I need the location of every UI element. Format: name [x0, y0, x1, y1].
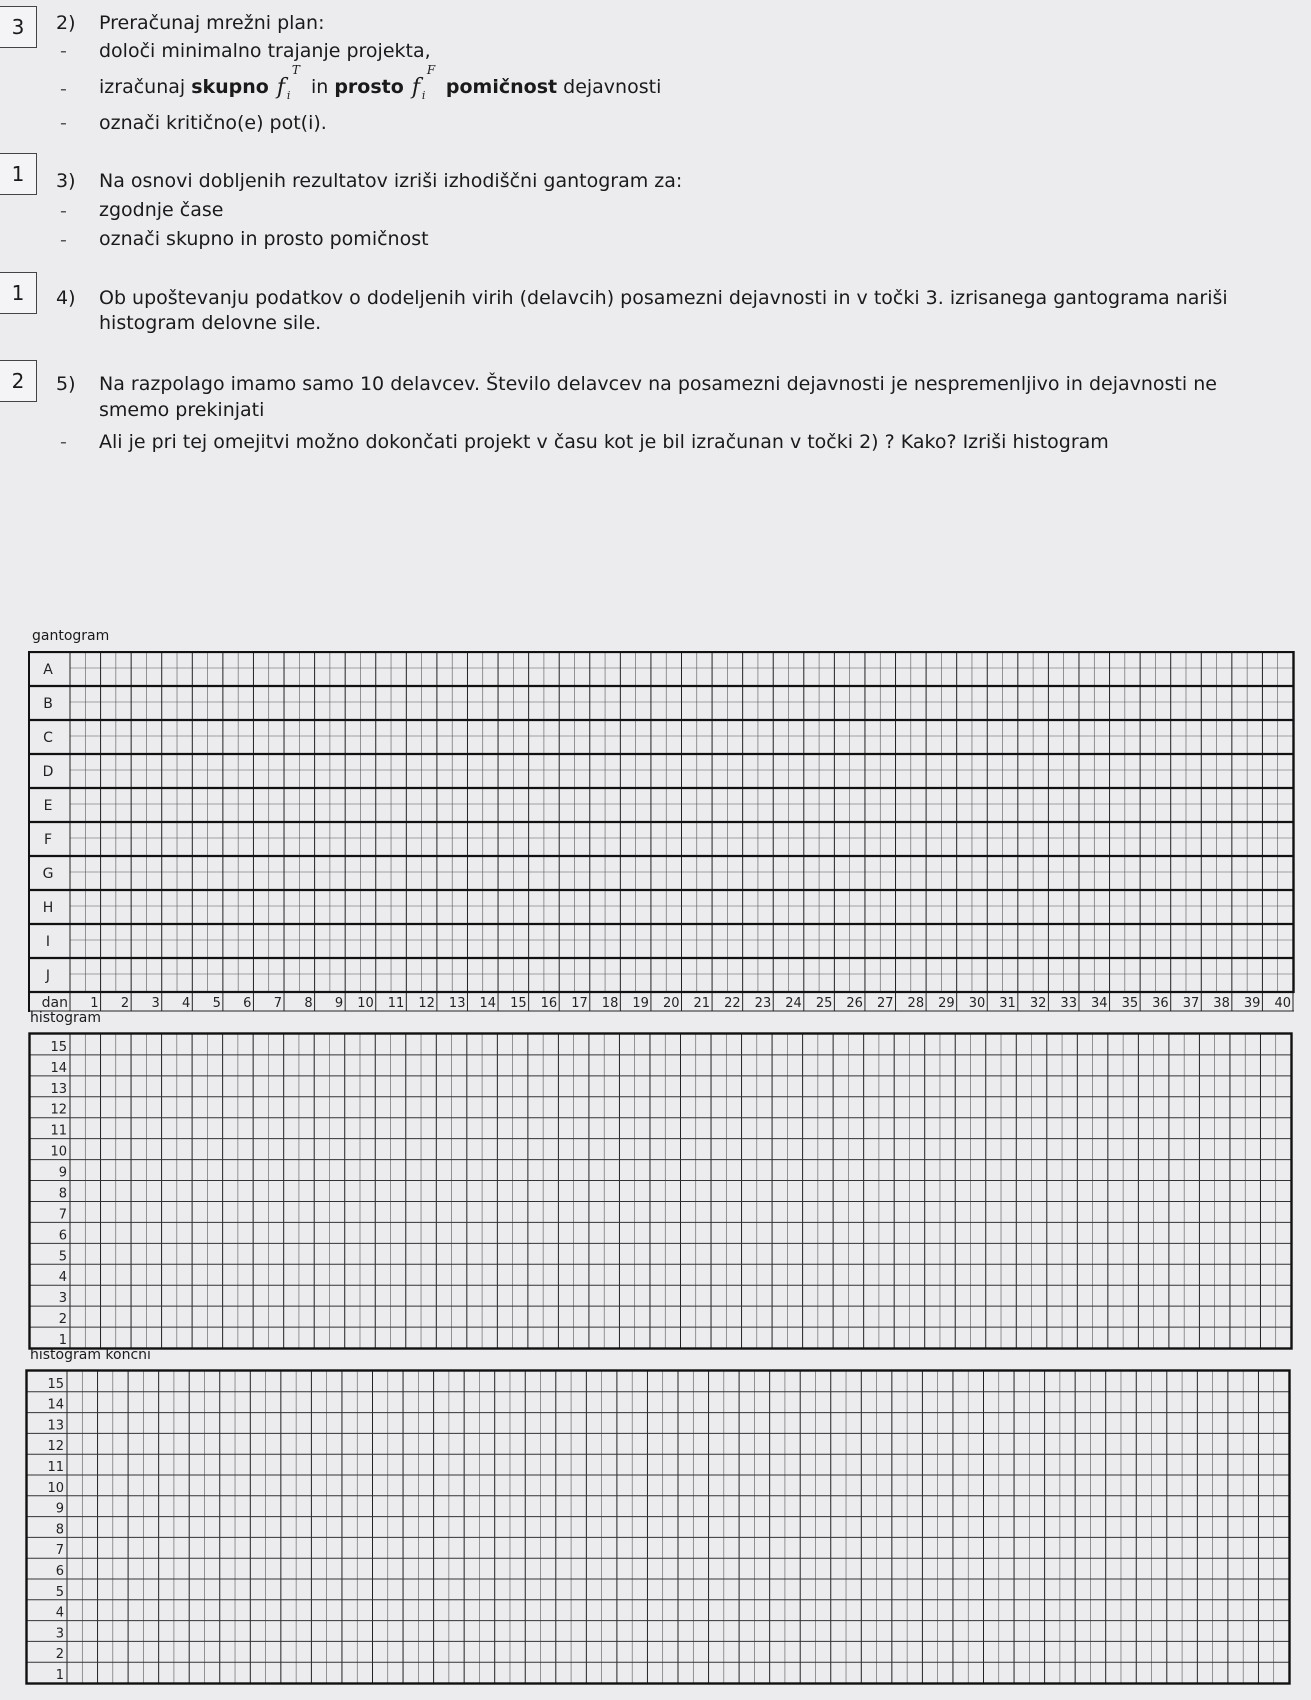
bold-skupno: skupno [191, 76, 269, 98]
histogram-level-label: 4 [58, 1270, 67, 1286]
gantt-row-label: C [43, 730, 53, 746]
gantt-row-label: G [42, 866, 54, 882]
histogram-level-label: 6 [55, 1564, 64, 1579]
histogram-level-label: 5 [55, 1584, 64, 1600]
bold-pomicnost: pomičnost [445, 76, 558, 98]
histogram-level-label: 11 [47, 1460, 64, 1475]
histogram-level-label: 13 [50, 1081, 67, 1097]
histogram-level-label: 9 [58, 1165, 67, 1181]
day-number: 27 [876, 996, 894, 1011]
math-symbol-free-float: f F i [411, 62, 436, 102]
bullet-dash: - [60, 78, 67, 100]
histogram-level-label: 2 [55, 1647, 64, 1663]
histogram-level-label: 1 [55, 1668, 64, 1683]
points-box-q2: 3 [0, 6, 37, 48]
day-number: 2 [120, 996, 130, 1011]
question-number: 4) [56, 287, 76, 309]
question-title-line: histogram delovne sile. [99, 312, 322, 334]
bullet-text: označi kritično(e) pot(i). [99, 112, 327, 134]
day-number: 9 [334, 996, 344, 1011]
bullet-dash: - [60, 229, 67, 251]
day-number: 6 [243, 996, 252, 1011]
bullet-text-math [99, 62, 662, 102]
day-number: 5 [212, 996, 221, 1011]
gantt-row-label: D [42, 764, 54, 780]
histogram-level-label: 12 [50, 1102, 67, 1118]
histogram-level-label: 11 [50, 1123, 67, 1139]
bullet-text: določi minimalno trajanje projekta, [99, 40, 431, 62]
gantt-row-label: H [42, 900, 54, 916]
histogram-level-label: 14 [50, 1060, 67, 1076]
day-number: 21 [693, 996, 711, 1011]
histogram-level-label: 14 [47, 1397, 64, 1413]
bullet-text: Ali je pri tej omejitvi možno dokončati projekt v času kot je bil izračunan v točki 2) ? Kako? Izriši histogram [99, 431, 1109, 453]
day-number: 34 [1091, 996, 1108, 1011]
bullet-dash: - [60, 112, 67, 134]
bullet-text: zgodnje čase [99, 199, 224, 221]
histogram-level-label: 2 [58, 1312, 67, 1328]
day-number: 26 [846, 996, 863, 1011]
day-number: 1 [90, 996, 99, 1011]
histogram-level-label: 6 [58, 1228, 67, 1244]
histogram-level-label: 8 [55, 1522, 64, 1538]
gantt-row-label: J [45, 968, 51, 984]
day-number: 4 [182, 996, 191, 1011]
day-number: 28 [907, 996, 925, 1011]
points-box-q5: 2 [0, 360, 37, 402]
bullet-dash: - [60, 200, 67, 222]
day-number: 18 [601, 996, 619, 1011]
day-number: 3 [151, 996, 160, 1011]
histogram-svg [28, 1032, 1293, 1350]
bullet-mid: in [310, 76, 335, 98]
question-title-line: Na razpolago imamo samo 10 delavcev. Število delavcev na posamezni dejavnosti je nespremenljivo in dejavnosti ne [99, 373, 1217, 395]
bullet-dash: - [60, 40, 67, 62]
day-number: 22 [724, 996, 741, 1011]
day-number: 14 [479, 996, 497, 1011]
question-number: 3) [56, 170, 76, 192]
histogram-level-label: 4 [55, 1605, 64, 1621]
question-title: Preračunaj mrežni plan: [99, 12, 325, 34]
day-number: 25 [815, 996, 833, 1011]
gantt-row-label: I [45, 934, 51, 950]
gantt-row-label: B [43, 696, 53, 712]
bold-prosto: prosto [334, 76, 404, 98]
day-number: 15 [510, 996, 527, 1011]
day-axis-label: dan [41, 995, 68, 1011]
gantt-row-label: F [43, 832, 53, 848]
histogram-level-label: 8 [58, 1186, 67, 1202]
day-number: 33 [1060, 996, 1077, 1011]
bullet-post: dejavnosti [557, 76, 662, 98]
gantt-row-label: E [43, 798, 53, 814]
day-number: 29 [938, 996, 955, 1011]
gantogram-label: gantogram [32, 628, 110, 644]
question-title: Na osnovi dobljenih rezultatov izriši izhodiščni gantogram za: [99, 170, 683, 192]
bullet-text: označi skupno in prosto pomičnost [99, 228, 429, 250]
day-number: 38 [1213, 996, 1230, 1011]
histogram-final-svg [25, 1369, 1291, 1685]
math-symbol-total-float: f T i [276, 62, 300, 102]
day-number: 37 [1182, 996, 1200, 1011]
day-number: 23 [754, 996, 772, 1011]
histogram-level-label: 3 [58, 1291, 67, 1307]
day-number: 13 [448, 996, 466, 1011]
day-number: 20 [662, 996, 680, 1011]
day-number: 30 [968, 996, 986, 1011]
day-number: 8 [304, 996, 313, 1011]
day-number: 16 [540, 996, 558, 1011]
question-title-line: Ob upoštevanju podatkov o dodeljenih virih (delavcih) posamezni dejavnosti in v točki 3. izrisanega gantograma nariši [99, 287, 1228, 309]
histogram-level-label: 15 [47, 1376, 64, 1392]
histogram-level-label: 7 [55, 1543, 64, 1559]
histogram-grid [28, 1032, 1293, 1350]
gantt-row-label: A [43, 662, 53, 678]
points-box-q4: 1 [0, 272, 37, 314]
day-number: 32 [1029, 996, 1047, 1011]
question-title-line: smemo prekinjati [99, 399, 265, 421]
gantogram-grid [28, 651, 1295, 1012]
bullet-pre: izračunaj [99, 76, 192, 98]
day-number: 24 [785, 996, 802, 1011]
day-number: 35 [1121, 996, 1139, 1011]
day-number: 31 [999, 996, 1016, 1011]
day-number: 19 [632, 996, 649, 1011]
histogram-level-label: 1 [58, 1333, 67, 1348]
bullet-dash: - [60, 431, 67, 453]
question-number: 5) [56, 373, 76, 395]
question-number: 2) [56, 12, 76, 34]
day-number: 40 [1274, 996, 1291, 1011]
day-number: 11 [387, 996, 405, 1011]
histogram-final-grid [25, 1369, 1291, 1685]
day-number: 7 [273, 996, 283, 1011]
histogram-level-label: 12 [47, 1439, 64, 1455]
day-number: 36 [1152, 996, 1169, 1011]
points-box-q3: 1 [0, 153, 37, 195]
histogram-level-label: 13 [47, 1418, 64, 1434]
histogram-level-label: 9 [55, 1501, 64, 1517]
day-number: 17 [571, 996, 588, 1011]
histogram-level-label: 3 [55, 1626, 64, 1642]
day-number: 39 [1243, 996, 1261, 1011]
day-number: 12 [418, 996, 435, 1011]
day-number: 10 [357, 996, 374, 1011]
gantogram-svg [28, 651, 1295, 1012]
histogram-level-label: 15 [50, 1039, 67, 1055]
histogram-label: histogram [30, 1010, 101, 1026]
histogram-level-label: 10 [50, 1144, 67, 1160]
histogram-level-label: 5 [58, 1249, 67, 1265]
histogram-level-label: 10 [47, 1480, 64, 1496]
histogram-level-label: 7 [58, 1207, 67, 1223]
histogram-final-label: histogram koncni [30, 1347, 151, 1363]
